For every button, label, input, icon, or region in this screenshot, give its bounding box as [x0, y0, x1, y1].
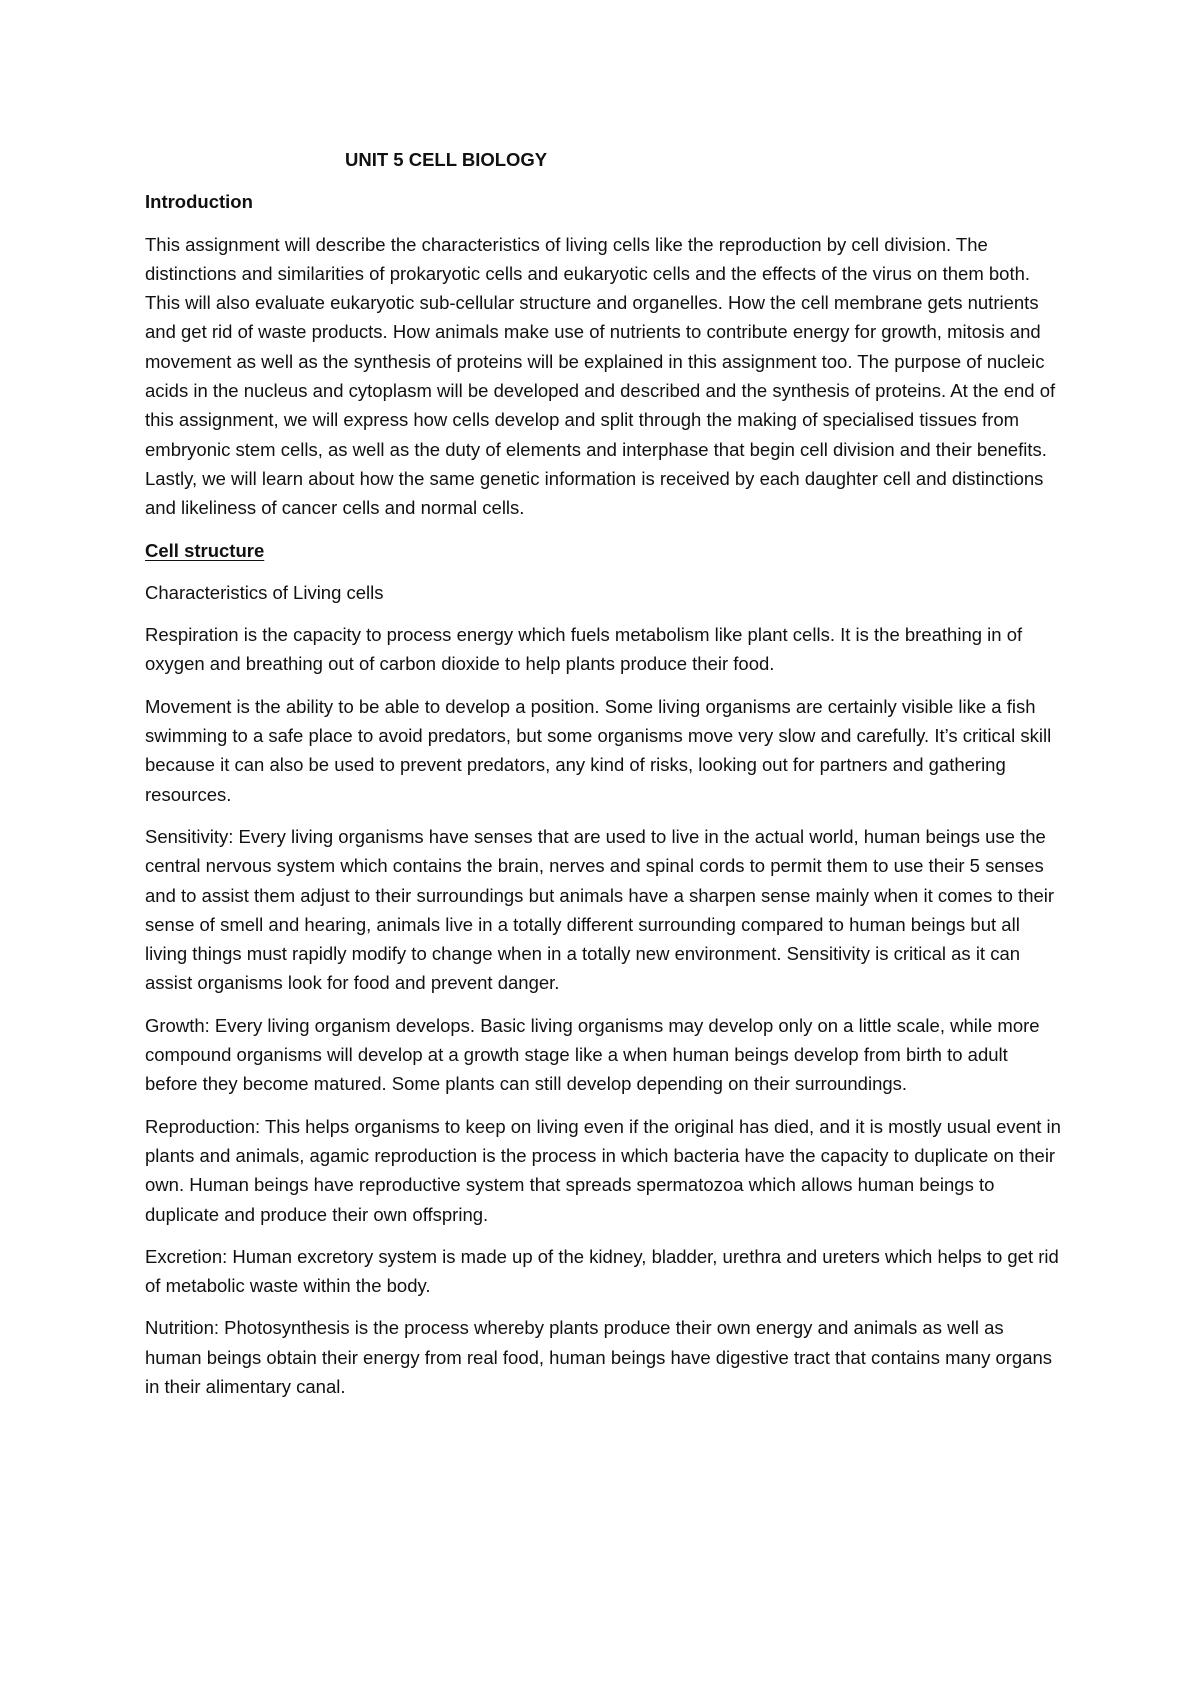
- paragraph-sensitivity: Sensitivity: Every living organisms have senses that are used to live in the actual world, human beings use the central nervous system which contains the brain, nerves and spinal cords to permit them to use their 5 senses and to assist them adjust to their surroundings but animals have a sharpen sense mainly when it comes to their sense of smell and hearing, animals live in a totally different surrounding compared to human beings but all living things must rapidly modify to change when in a totally new environment. Sensitivity is critical as it can assist organisms look for food and prevent danger.: [145, 825, 1055, 994]
- paragraph-respiration: Respiration is the capacity to process energy which fuels metabolism like plant cells. It is the breathing in of oxygen and breathing out of carbon dioxide to help plants produce their food.: [145, 624, 1023, 675]
- paragraph-reproduction: Reproduction: This helps organisms to keep on living even if the original has died, and it is mostly usual event in plants and animals, agamic reproduction is the process in which bacteria have the capacity to duplicate on their own. Human beings have reproductive system that spreads spermatozoa which allows human beings to duplicate and produce their own offspring.: [145, 1115, 1061, 1225]
- paragraph-nutrition: Nutrition: Photosynthesis is the process whereby plants produce their own energy and animals as well as human beings obtain their energy from real food, human beings have digestive tract that contains many organs in their alimentary canal.: [145, 1317, 1053, 1397]
- document-title: UNIT 5 CELL BIOLOGY: [345, 149, 548, 170]
- paragraph-growth: Growth: Every living organism develops. Basic living organisms may develop only on a little scale, while more compound organisms will develop at a growth stage like a when human beings develop from birth to adult before they become matured. Some plants can still develop depending on their surroundings.: [145, 1014, 1040, 1095]
- paragraph-movement: Movement is the ability to be able to develop a position. Some living organisms are certainly visible like a fish swimming to a safe place to avoid predators, but some organisms move very slow and carefully. It’s critical skill because it can also be used to prevent predators, any kind of risks, looking out for partners and gathering resources.: [145, 695, 1052, 805]
- introduction-paragraph: This assignment will describe the characteristics of living cells like the reproduction by cell division. The distinctions and similarities of prokaryotic cells and eukaryotic cells and the effects of the virus on them both. This will also evaluate eukaryotic sub-cellular structure and organelles. How the cell membrane gets nutrients and get rid of waste products. How animals make use of nutrients to contribute energy for growth, mitosis and movement as well as the synthesis of proteins will be explained in this assignment too. The purpose of nucleic acids in the nucleus and cytoplasm will be developed and described and the synthesis of proteins. At the end of this assignment, we will express how cells develop and split through the making of specialised tissues from embryonic stem cells, as well as the duty of elements and interphase that begin cell division and their benefits. Lastly, we will learn about how the same genetic information is received by each daughter cell and distinctions and likeliness of cancer cells and normal cells.: [145, 233, 1056, 519]
- cell-structure-heading: Cell structure: [145, 539, 265, 561]
- document-body: [145, 145, 1065, 1414]
- paragraph-excretion: Excretion: Human excretory system is made up of the kidney, bladder, urethra and ureters which helps to get rid of metabolic waste within the body.: [145, 1245, 1059, 1297]
- introduction-heading: Introduction: [145, 191, 253, 213]
- characteristics-subheading: Characteristics of Living cells: [145, 581, 384, 603]
